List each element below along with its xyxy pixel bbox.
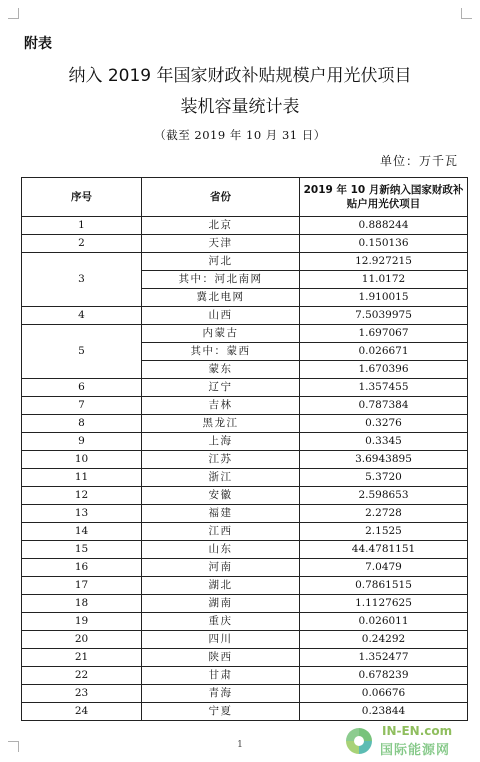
capacity-value-cell: 0.026011 (300, 613, 468, 631)
table-row (22, 703, 468, 721)
province-cell: 江苏 (142, 451, 300, 469)
province-cell: 浙江 (142, 469, 300, 487)
table-row (22, 577, 468, 595)
capacity-value-cell: 2.598653 (300, 487, 468, 505)
table-row (22, 253, 468, 271)
province-cell: 其中：蒙西 (142, 343, 300, 361)
capacity-value-cell: 0.3276 (300, 415, 468, 433)
row-number-cell: 6 (22, 379, 142, 397)
province-cell: 陕西 (142, 649, 300, 667)
province-cell: 山东 (142, 541, 300, 559)
capacity-value-cell: 1.352477 (300, 649, 468, 667)
table-row (22, 415, 468, 433)
capacity-value-cell: 11.0172 (300, 271, 468, 289)
table-row (22, 469, 468, 487)
province-cell: 其中：河北南网 (142, 271, 300, 289)
capacity-value-cell: 0.23844 (300, 703, 468, 721)
document-title: 纳入 2019 年国家财政补贴规模户用光伏项目 (68, 66, 412, 86)
capacity-value-cell: 0.7861515 (300, 577, 468, 595)
row-number-cell: 18 (22, 595, 142, 613)
row-number-cell: 7 (22, 397, 142, 415)
row-number-cell: 4 (22, 307, 142, 325)
province-cell: 河南 (142, 559, 300, 577)
row-number-cell: 15 (22, 541, 142, 559)
province-cell: 内蒙古 (142, 325, 300, 343)
capacity-value-cell: 0.150136 (300, 235, 468, 253)
table-row (22, 595, 468, 613)
province-cell: 山西 (142, 307, 300, 325)
province-cell: 安徽 (142, 487, 300, 505)
table-row (22, 451, 468, 469)
capacity-value-cell: 7.0479 (300, 559, 468, 577)
watermark-text-en: IN-EN.com (382, 724, 453, 738)
capacity-value-cell: 0.888244 (300, 217, 468, 235)
table-row (22, 379, 468, 397)
table-row (22, 487, 468, 505)
province-cell: 甘肃 (142, 667, 300, 685)
row-number-cell: 5 (22, 325, 142, 379)
row-number-cell: 1 (22, 217, 142, 235)
table-row (22, 307, 468, 325)
province-cell: 湖北 (142, 577, 300, 595)
province-cell: 黑龙江 (142, 415, 300, 433)
watermark-text-cn: 国际能源网 (380, 743, 451, 758)
province-cell: 河北 (142, 253, 300, 271)
province-cell: 辽宁 (142, 379, 300, 397)
capacity-value-cell: 0.06676 (300, 685, 468, 703)
capacity-value-cell: 0.026671 (300, 343, 468, 361)
province-cell: 青海 (142, 685, 300, 703)
capacity-value-cell: 2.1525 (300, 523, 468, 541)
row-number-cell: 11 (22, 469, 142, 487)
row-number-cell: 16 (22, 559, 142, 577)
watermark-logo (340, 722, 480, 762)
table-row (22, 235, 468, 253)
province-cell: 福建 (142, 505, 300, 523)
capacity-value-cell: 2.2728 (300, 505, 468, 523)
row-number-cell: 24 (22, 703, 142, 721)
capacity-value-cell: 1.910015 (300, 289, 468, 307)
page-number: 1 (237, 740, 243, 750)
table-row (22, 217, 468, 235)
column-header-no: 序号 (22, 178, 142, 217)
page-corner-mark (8, 8, 19, 19)
table-body (22, 217, 468, 721)
row-number-cell: 3 (22, 253, 142, 307)
province-cell: 吉林 (142, 397, 300, 415)
province-cell: 北京 (142, 217, 300, 235)
table-row (22, 505, 468, 523)
province-cell: 冀北电网 (142, 289, 300, 307)
capacity-value-cell: 5.3720 (300, 469, 468, 487)
table-row (22, 541, 468, 559)
capacity-value-cell: 12.927215 (300, 253, 468, 271)
table-row (22, 667, 468, 685)
table-row (22, 631, 468, 649)
province-cell: 蒙东 (142, 361, 300, 379)
capacity-value-cell: 3.6943895 (300, 451, 468, 469)
province-cell: 湖南 (142, 595, 300, 613)
capacity-value-cell: 1.357455 (300, 379, 468, 397)
table-header-row (22, 178, 468, 217)
date-note: （截至 2019 年 10 月 31 日） (154, 128, 326, 142)
capacity-value-cell: 1.697067 (300, 325, 468, 343)
unit-label: 单位：万千瓦 (379, 154, 458, 168)
row-number-cell: 21 (22, 649, 142, 667)
row-number-cell: 9 (22, 433, 142, 451)
row-number-cell: 23 (22, 685, 142, 703)
capacity-value-cell: 0.24292 (300, 631, 468, 649)
row-number-cell: 12 (22, 487, 142, 505)
row-number-cell: 2 (22, 235, 142, 253)
table-row (22, 685, 468, 703)
page-corner-mark (461, 8, 472, 19)
capacity-value-cell: 7.5039975 (300, 307, 468, 325)
capacity-value-cell: 44.4781151 (300, 541, 468, 559)
province-cell: 四川 (142, 631, 300, 649)
table-row (22, 559, 468, 577)
appendix-label: 附表 (24, 36, 52, 52)
column-header-capacity: 2019 年 10 月新纳入国家财政补贴户用光伏项目 (300, 178, 468, 217)
row-number-cell: 22 (22, 667, 142, 685)
table-row (22, 433, 468, 451)
province-cell: 上海 (142, 433, 300, 451)
capacity-value-cell: 1.1127625 (300, 595, 468, 613)
table-row (22, 397, 468, 415)
capacity-value-cell: 0.3345 (300, 433, 468, 451)
row-number-cell: 10 (22, 451, 142, 469)
row-number-cell: 14 (22, 523, 142, 541)
row-number-cell: 8 (22, 415, 142, 433)
province-cell: 江西 (142, 523, 300, 541)
province-cell: 重庆 (142, 613, 300, 631)
table-row (22, 523, 468, 541)
table-row (22, 325, 468, 343)
ring-logo-icon (346, 728, 372, 754)
table-row (22, 613, 468, 631)
province-cell: 宁夏 (142, 703, 300, 721)
capacity-value-cell: 0.678239 (300, 667, 468, 685)
document-title-line2: 装机容量统计表 (180, 97, 300, 117)
row-number-cell: 17 (22, 577, 142, 595)
column-header-province: 省份 (142, 178, 300, 217)
table-row (22, 649, 468, 667)
province-cell: 天津 (142, 235, 300, 253)
capacity-value-cell: 0.787384 (300, 397, 468, 415)
row-number-cell: 19 (22, 613, 142, 631)
row-number-cell: 13 (22, 505, 142, 523)
capacity-table (21, 177, 468, 721)
row-number-cell: 20 (22, 631, 142, 649)
capacity-value-cell: 1.670396 (300, 361, 468, 379)
